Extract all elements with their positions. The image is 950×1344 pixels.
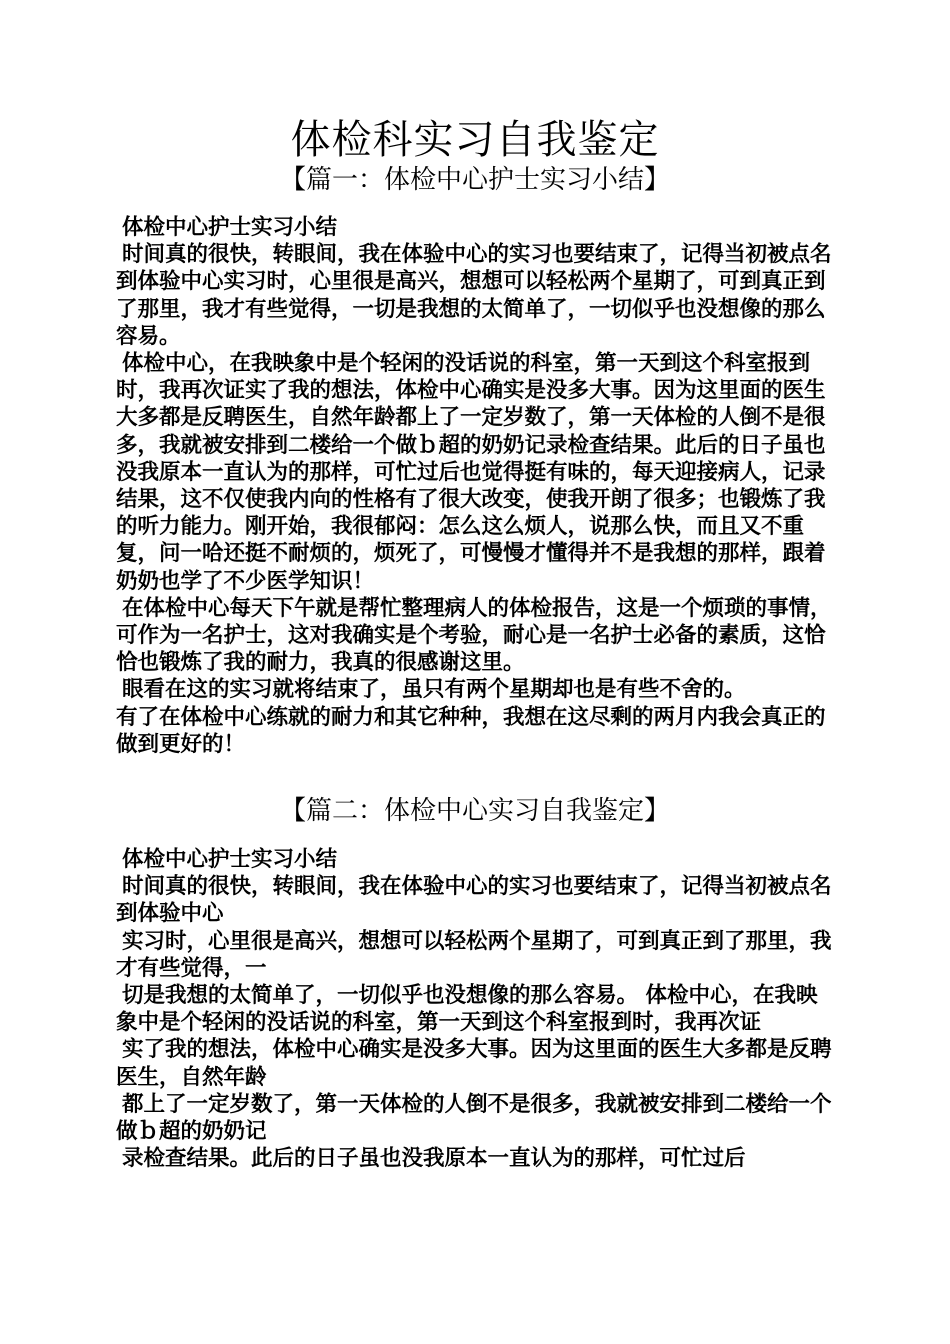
section-1-paragraph: 体检中心，在我映象中是个轻闲的没话说的科室，第一天到这个科室报到时，我再次证实了我的想法，体检中心确实是没多大事。因为这里面的医生大多都是反聘医生，自然年龄都上了一定岁数了，第一天体检的人倒不是很多，我就被安排到二楼给一个做ｂ超的奶奶记录检查结果。此后的日子虽也没我原本一直认为的那样，可忙过后也觉得挺有味的，每天迎接病人，记录结果，这不仅使我内向的性格有了很大改变，使我开朗了很多；也锻炼了我的听力能力。刚开始，我很郁闷：怎么这么烦人，说那么快，而且又不重复，问一哈还挺不耐烦的，烦死了，可慢慢才懂得并不是我想的那样，跟着奶奶也学了不少医学知识！ <box>116 351 826 594</box>
section-1-heading: 【篇一：体检中心护士实习小结】 <box>279 165 670 195</box>
section-1-paragraph: 有了在体检中心练就的耐力和其它种种，我想在这尽剩的两月内我会真正的做到更好的！ <box>116 704 826 757</box>
section-1-body <box>116 214 834 758</box>
section-1-paragraph: 体检中心护士实习小结 <box>122 215 338 240</box>
section-2-heading: 【篇二：体检中心实习自我鉴定】 <box>279 796 670 826</box>
section-2-paragraph: 都上了一定岁数了，第一天体检的人倒不是很多，我就被安排到二楼给一个做ｂ超的奶奶记 <box>116 1091 832 1145</box>
section-2-paragraph: 实习时，心里很是高兴，想想可以轻松两个星期了，可到真正到了那里，我才有些觉得，一 <box>116 928 832 981</box>
section-2-paragraph: 时间真的很快，转眼间，我在体验中心的实习也要结束了，记得当初被点名到体验中心 <box>116 874 832 927</box>
section-2-paragraph: 实了我的想法，体检中心确实是没多大事。因为这里面的医生大多都是反聘医生，自然年龄 <box>116 1037 832 1090</box>
section-2-paragraph: 切是我想的太简单了，一切似乎也没想像的那么容易。 体检中心，在我映象中是个轻闲的没话说的科室，第一天到这个科室报到时，我再次证 <box>116 983 818 1036</box>
section-1-paragraph: 时间真的很快，转眼间，我在体验中心的实习也要结束了，记得当初被点名到体验中心实习时，心里很是高兴，想想可以轻松两个星期了，可到真正到了那里，我才有些觉得，一切是我想的太简单了，一切似乎也没想像的那么容易。 <box>116 242 832 349</box>
section-2-paragraph: 体检中心护士实习小结 <box>122 847 338 872</box>
section-2-paragraph: 录检查结果。此后的日子虽也没我原本一直认为的那样，可忙过后 <box>122 1146 746 1172</box>
section-2-body <box>116 846 834 1172</box>
section-1-paragraph: 在体检中心每天下午就是帮忙整理病人的体检报告，这是一个烦琐的事情，可作为一名护士，这对我确实是个考验，耐心是一名护士必备的素质，这恰恰也锻炼了我的耐力，我真的很感谢这里。 <box>116 595 832 676</box>
section-1-paragraph: 眼看在这的实习就将结束了，虽只有两个星期却也是有些不舍的。 <box>122 677 746 703</box>
document-title: 体检科实习自我鉴定 <box>290 117 660 163</box>
